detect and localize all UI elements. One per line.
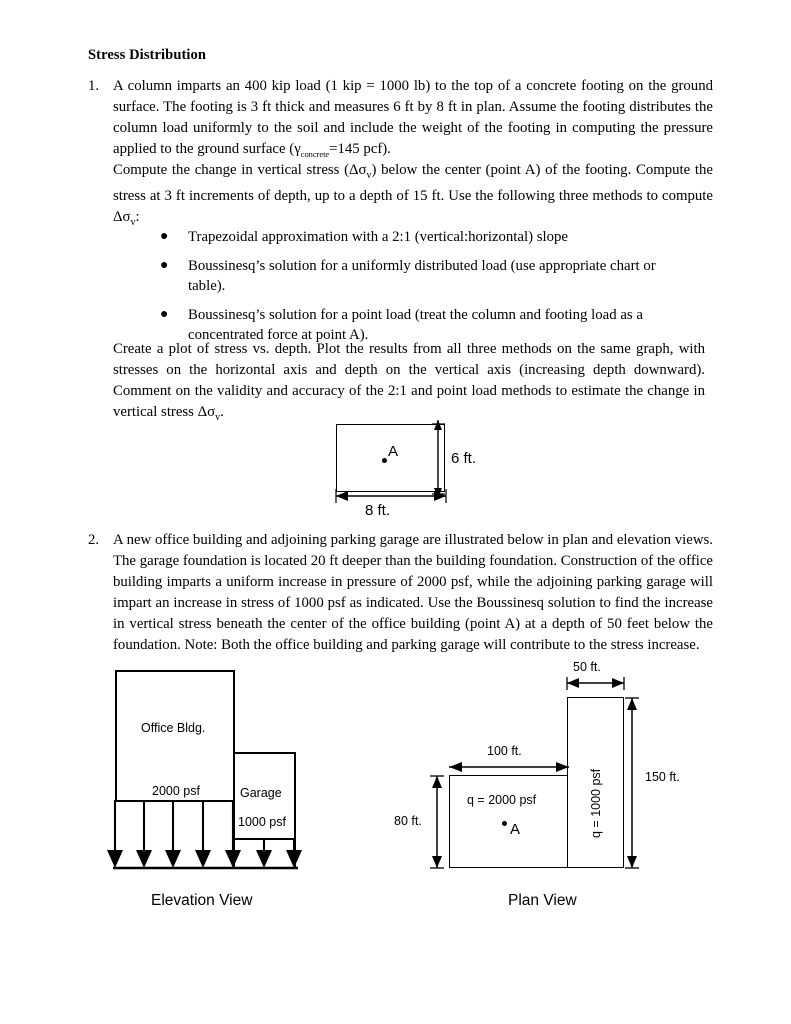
- footing-height-label: 6 ft.: [451, 450, 477, 467]
- plan-garage-pressure-label: q = 1000 psf: [589, 768, 603, 838]
- problem-1-p2-subscript-1: v: [366, 169, 372, 181]
- problem-1-p3-text-b: .: [220, 404, 224, 420]
- footing-width-label: 8 ft.: [365, 502, 391, 519]
- problem-2-number: 2.: [88, 532, 100, 548]
- problem-1-method-list: [160, 227, 680, 354]
- problem-1-p3-text-a: Create a plot of stress vs. depth. Plot the results from all three methods on the same graph, with stresses on the horizontal axis and depth on the vertical axis (increasing depth downward). Comment on the validity and accuracy of the 2:1 and point load methods to estimate the change in vertical stress Δσ: [113, 341, 705, 420]
- plan-garage-height-dimension: [624, 692, 642, 874]
- problem-1-paragraph-2: [113, 160, 713, 233]
- plan-office-height-dimension: [429, 770, 447, 874]
- problem-2-paragraph: A new office building and adjoining parking garage are illustrated below in plan and elevation views. The garage foundation is located 20 ft deeper than the building foundation. Construction of the office building imparts a uniform increase in pressure of 2000 psf, while the adjoining parking garage will impart an increase in stress of 1000 psf as indicated. Use the Boussinesq solution to find the increase in vertical stress beneath the center of the office building (point A) at a depth of 50 feet below the foundation. Note: Both the office building and parking garage will contribute to the stress increase.: [113, 532, 713, 653]
- problem-1-paragraph-1: [113, 76, 713, 165]
- plan-office-rectangle: [449, 775, 568, 868]
- plan-office-height-label: 80 ft.: [394, 814, 422, 828]
- plan-office-pressure-label: q = 2000 psf: [467, 793, 537, 807]
- plan-garage-width-dimension: [561, 674, 633, 692]
- plan-view-title: Plan View: [508, 892, 577, 909]
- problem-1-p2-text-c: :: [135, 208, 140, 225]
- plan-office-width-label: 100 ft.: [487, 744, 522, 758]
- footing-point-a-label: A: [388, 443, 399, 460]
- problem-1-p1-subscript: concrete: [300, 149, 330, 159]
- bullet-icon: ●: [160, 258, 169, 273]
- problem-1-p2-text-b: ) below the center (point A) of the footing. Compute the stress at 3 ft increments of depth, up to a depth of 15 ft. Use the following three methods to compute Δσ: [113, 162, 713, 225]
- office-building-label: Office Bldg.: [141, 721, 206, 735]
- problem-1-p2-subscript-2: v: [130, 216, 136, 228]
- problem-1-paragraph-3: [113, 339, 705, 428]
- list-item-label: Boussinesq’s solution for a uniformly distributed load (use appropriate chart or table).: [188, 258, 656, 294]
- bullet-icon: ●: [160, 307, 169, 322]
- problem-1-p1-text-a: A column imparts an 400 kip load (1 kip = 1000 lb) to the top of a concrete footing on the ground surface. The footing is 3 ft thick and measures 6 ft by 8 ft in plan. Assume the footing distributes the column load uniformly to the soil and include the weight of the footing in computing the pressure applied to the ground surface (γ: [113, 78, 713, 157]
- list-item: [160, 256, 680, 296]
- list-item-label: Boussinesq’s solution for a point load (treat the column and footing load as a concentrated force at point A).: [188, 307, 643, 343]
- footing-width-dimension: [330, 486, 455, 506]
- load-arrows-group: [105, 798, 305, 876]
- problem-1-p3-subscript: v: [215, 411, 221, 423]
- list-item: [160, 227, 680, 247]
- garage-label: Garage: [240, 786, 282, 800]
- office-left-edge: [115, 670, 117, 801]
- bullet-icon: ●: [160, 229, 169, 244]
- office-pressure-label: 2000 psf: [152, 784, 200, 798]
- elevation-view-title: Elevation View: [151, 892, 253, 909]
- garage-top-edge: [233, 752, 295, 754]
- problem-1-number: 1.: [88, 78, 100, 94]
- plan-office-width-dimension: [443, 758, 578, 776]
- plan-point-a-label: A: [510, 821, 521, 838]
- office-top-edge: [115, 670, 234, 672]
- plan-garage-width-label: 50 ft.: [573, 660, 601, 674]
- problem-1-p2-text-a: Compute the change in vertical stress (Δσ: [113, 162, 367, 178]
- page-title: Stress Distribution: [88, 47, 207, 63]
- list-item-label: Trapezoidal approximation with a 2:1 (vertical:horizontal) slope: [188, 229, 568, 245]
- garage-pressure-label: 1000 psf: [238, 815, 286, 829]
- point-a-marker: [382, 458, 387, 463]
- plan-point-a-marker: [502, 821, 507, 826]
- problem-1-p1-text-b: =145 pcf).: [329, 141, 391, 157]
- plan-garage-height-label: 150 ft.: [645, 770, 680, 784]
